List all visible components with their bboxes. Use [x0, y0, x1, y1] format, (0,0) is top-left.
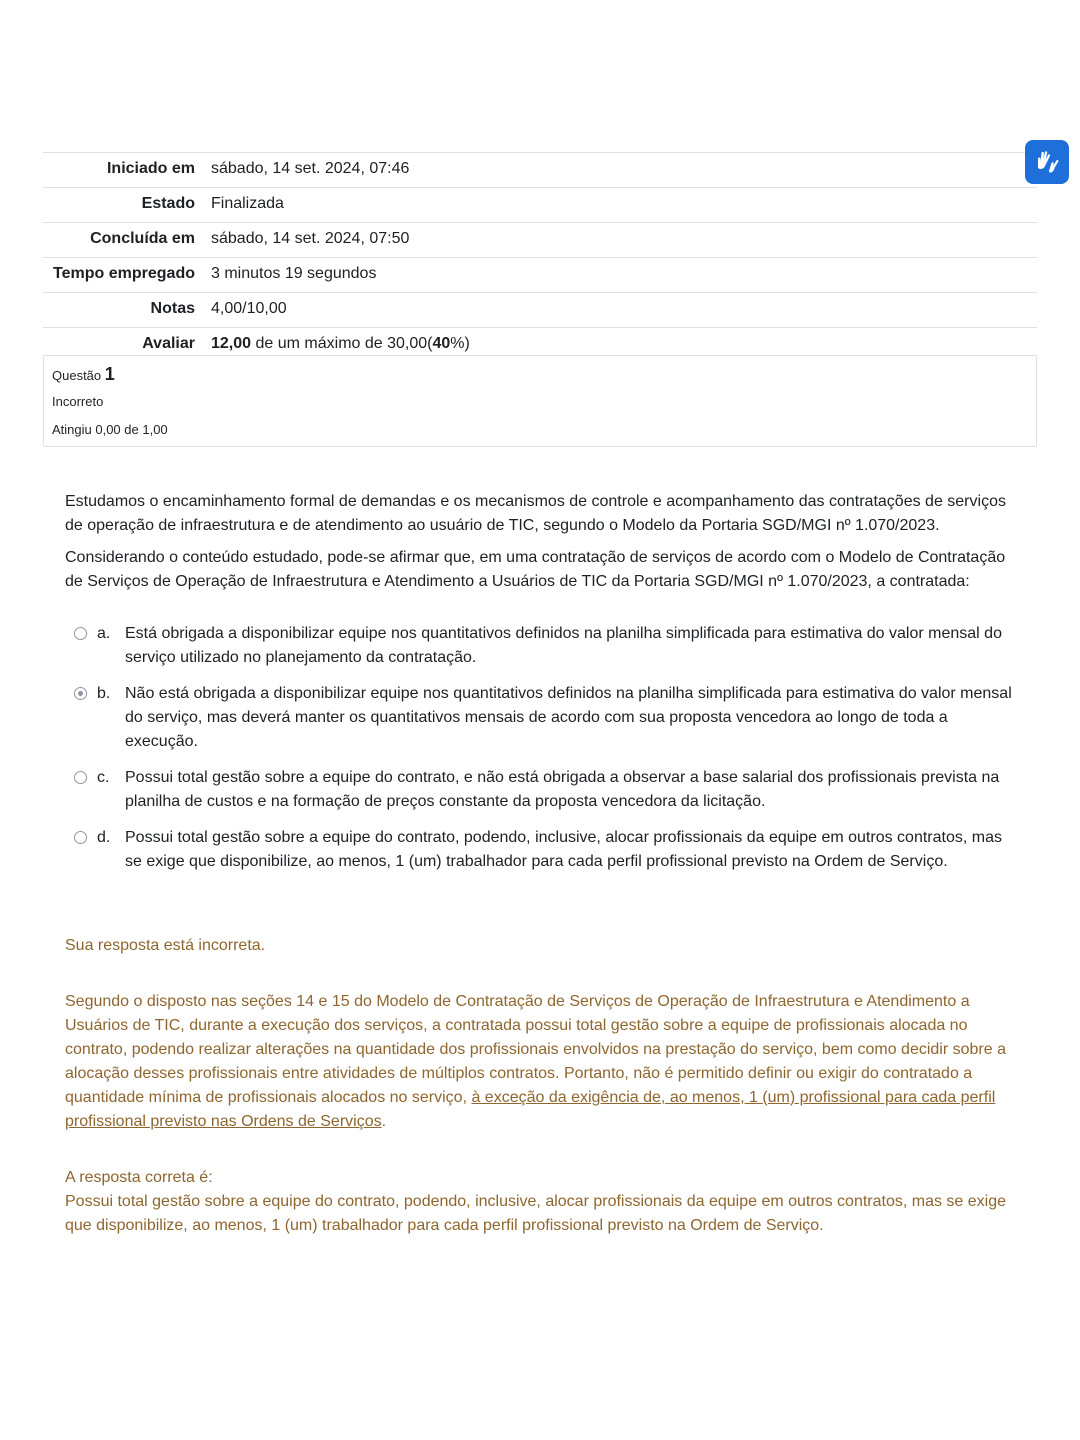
- summary-row-state: [43, 188, 1037, 223]
- time-label: Tempo empregado: [43, 258, 211, 293]
- radio-c[interactable]: [74, 771, 87, 784]
- summary-row-started: [43, 153, 1037, 188]
- summary-row-time: [43, 258, 1037, 293]
- question-label: Questão: [52, 368, 102, 383]
- answer-text-a: Está obrigada a disponibilizar equipe nos quantitativos definidos na planilha simplificada para estimativa do valor mensal do serviço utilizado no planejamento da contratação.: [125, 625, 1002, 666]
- answer-text-b: Não está obrigada a disponibilizar equipe nos quantitativos definidos na planilha simplificada para estimativa do valor mensal do serviço, mas deverá manter os quantitativos mensais de acordo com sua proposta vencedora ao longo de toda a execução.: [125, 685, 1012, 750]
- grade-label: Avaliar: [43, 328, 211, 363]
- answer-letter-c: c.: [97, 769, 110, 786]
- feedback-explanation-text: Segundo o disposto nas seções 14 e 15 do Modelo de Contratação de Serviços de Operação de Infraestrutura e Atendimento a Usuários de TIC, durante a execução dos serviços, a contratada possui total gestão sobre a equipe de profissionais alocada no contrato, podendo realizar alterações na quantidade dos profissionais envolvidos na prestação do serviço, bem como decidir sobre a alocação desses profissionais entre atividades de múltiplos contratos. Portanto, não é permitido definir ou exigir do contratado a quantidade mínima de profissionais alocados no serviço,: [65, 993, 1006, 1106]
- question-text-paragraph-2: Considerando o conteúdo estudado, pode-se afirmar que, em uma contratação de serviços de acordo com o Modelo de Contratação de Serviços de Operação de Infraestrutura e Atendimento a Usuários de TIC da Portaria SGD/MGI nº 1.070/2023, a contratada:: [65, 549, 1006, 590]
- answer-option-b[interactable]: [72, 682, 1012, 754]
- grade-text: de um máximo de 30,00(: [255, 335, 433, 352]
- question-grade: Atingiu 0,00 de 1,00: [52, 422, 168, 437]
- grade-percent: 40: [432, 335, 451, 352]
- question-text-paragraph-1: Estudamos o encaminhamento formal de demandas e os mecanismos de controle e acompanhamento das contratações de serviços de operação de infraestrutura e de atendimento ao usuário de TIC, segundo o Modelo da Portaria SGD/MGI nº 1.070/2023.: [65, 493, 1006, 534]
- time-value: 3 minutos 19 segundos: [211, 258, 1037, 293]
- radio-a[interactable]: [74, 627, 87, 640]
- question-number-value: 1: [104, 364, 115, 384]
- answer-options: [72, 622, 1012, 886]
- feedback-explanation: [65, 990, 1015, 1134]
- question-number: [52, 364, 115, 385]
- radio-b-selected[interactable]: [74, 687, 87, 700]
- correct-answer-text: Possui total gestão sobre a equipe do contrato, podendo, inclusive, alocar profissionais da equipe em outros contratos, mas se exige que disponibilize, ao menos, 1 (um) trabalhador para cada perfil profissional previsto na Ordem de Serviço.: [65, 1193, 1007, 1234]
- radio-d[interactable]: [74, 831, 87, 844]
- vlibras-button[interactable]: [1025, 140, 1069, 184]
- state-label: Estado: [43, 188, 211, 223]
- attempt-summary-table: [43, 152, 1037, 362]
- completed-label: Concluída em: [43, 223, 211, 258]
- feedback-explanation-underlined: à exceção da exigência de, ao menos, 1 (um) profissional para cada perfil profissional previsto nas Ordens de Serviços: [65, 1089, 996, 1130]
- question-info-box: [43, 355, 1037, 447]
- summary-row-completed: [43, 223, 1037, 258]
- started-value: sábado, 14 set. 2024, 07:46: [211, 153, 1037, 188]
- feedback-section: [65, 934, 1015, 1238]
- vlibras-hands-icon: [1032, 147, 1062, 177]
- feedback-status: Sua resposta está incorreta.: [65, 937, 266, 954]
- answer-option-c[interactable]: [72, 766, 1012, 814]
- answer-letter-a: a.: [97, 625, 111, 642]
- marks-label: Notas: [43, 293, 211, 328]
- grade-score: 12,00: [211, 335, 252, 352]
- marks-value: 4,00/10,00: [211, 293, 1037, 328]
- answer-text-d: Possui total gestão sobre a equipe do contrato, podendo, inclusive, alocar profissionais da equipe em outros contratos, mas se exige que disponibilize, ao menos, 1 (um) trabalhador para cada perfil profissional previsto na Ordem de Serviço.: [125, 829, 1002, 870]
- answer-option-d[interactable]: [72, 826, 1012, 874]
- summary-row-marks: [43, 293, 1037, 328]
- answer-option-a[interactable]: [72, 622, 1012, 670]
- feedback-explanation-end: .: [381, 1113, 387, 1130]
- completed-value: sábado, 14 set. 2024, 07:50: [211, 223, 1037, 258]
- answer-letter-d: d.: [97, 829, 111, 846]
- question-state: Incorreto: [52, 394, 104, 409]
- state-value: Finalizada: [211, 188, 1037, 223]
- question-text: [65, 490, 1015, 602]
- correct-answer-label: A resposta correta é:: [65, 1169, 213, 1186]
- grade-suffix: %): [450, 335, 470, 352]
- answer-letter-b: b.: [97, 685, 111, 702]
- started-label: Iniciado em: [43, 153, 211, 188]
- answer-text-c: Possui total gestão sobre a equipe do contrato, e não está obrigada a observar a base salarial dos profissionais prevista na planilha de custos e na formação de preços constante da proposta vencedora da licitação.: [125, 769, 1000, 810]
